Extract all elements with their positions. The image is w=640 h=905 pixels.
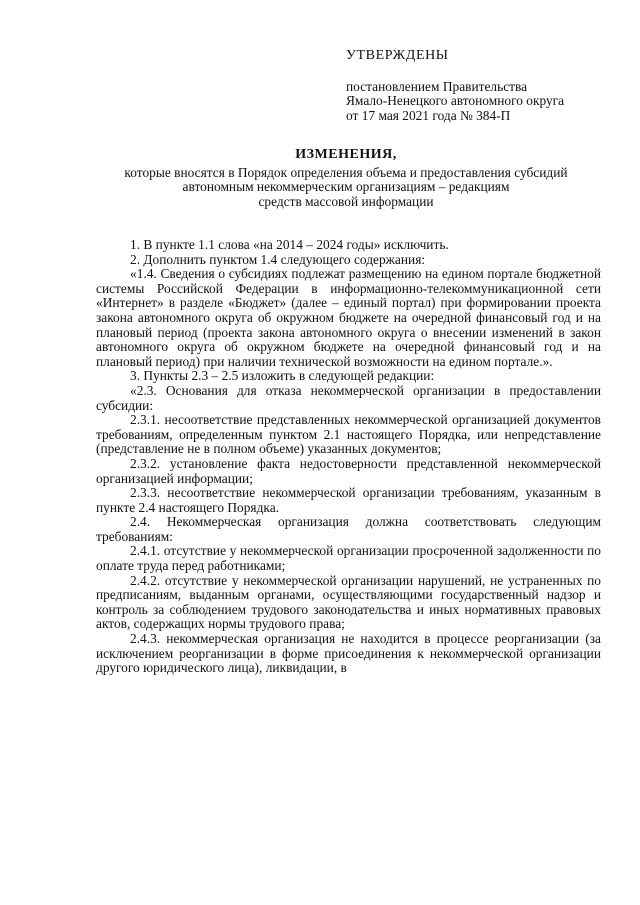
paragraph: 2.3.2. установление факта недостоверности представленной некоммерческой организацией информации; <box>96 455 601 486</box>
document-subtitle-line: средств массовой информации <box>258 193 434 209</box>
paragraph: 1. В пункте 1.1 слова «на 2014 – 2024 годы» исключить. <box>130 237 449 252</box>
document-subtitle-line: автономным некоммерческим организациям – редакциям <box>182 179 510 195</box>
approval-line: Ямало-Ненецкого автономного округа <box>346 93 565 109</box>
paragraph: 2.4.1. отсутствие у некоммерческой организации просроченной задолженности по оплате труда перед работниками; <box>96 543 601 574</box>
paragraph: 2. Дополнить пунктом 1.4 следующего содержания: <box>130 251 426 267</box>
approval-block <box>346 49 626 123</box>
paragraph: 2.4.3. некоммерческая организация не находится в процессе реорганизации (за исключением реорганизации в форме присоединения к некоммерческой организации другого юридического лица), ликвидации, в <box>96 631 601 676</box>
paragraph: 2.3.3. несоответствие некоммерческой организации требованиям, указанным в пункте 2.4 настоящего Порядка. <box>96 485 601 515</box>
paragraph: «2.3. Основания для отказа некоммерческой организации в предоставлении субсидии: <box>96 382 601 413</box>
paragraph: «1.4. Сведения о субсидиях подлежат размещению на едином портале бюджетной системы Российской Федерации в информационно-телекоммуникационной сети «Интернет» в разделе «Бюджет» (далее – единый портал) при формировании проекта закона автономного округа об окружном бюджете на очередной финансовый год и на плановый период (проекта закона автономного округа о внесении изменений в закон автономного округа об окружном бюджете на очередной финансовый год и на плановый период) при наличии технической возможности на едином портале.». <box>96 266 601 369</box>
approval-heading: УТВЕРЖДЕНЫ <box>346 48 449 63</box>
paragraph: 2.4.2. отсутствие у некоммерческой организации нарушений, не устраненных по предписаниям, выданным органами, осуществляющими государственный надзор и контроль за соблюдением трудового законодательства и иных нормативных правовых актов, содержащих нормы трудового права; <box>96 572 601 632</box>
document-title: ИЗМЕНЕНИЯ, <box>295 147 397 162</box>
paragraph: 2.3.1. несоответствие представленных некоммерческой организацией документов требованиям, определенным пунктом 2.1 настоящего Порядка, или непредставление (представление не в полном объеме) указанных документов; <box>96 412 601 457</box>
document-body <box>96 238 601 676</box>
document-title-block <box>96 148 596 209</box>
document-subtitle-line: которые вносятся в Порядок определения объема и предоставления субсидий <box>124 164 568 180</box>
paragraph: 2.4. Некоммерческая организация должна соответствовать следующим требованиям: <box>96 514 601 544</box>
approval-line: от 17 мая 2021 года № 384-П <box>346 107 511 123</box>
approval-line: постановлением Правительства <box>346 78 528 94</box>
paragraph: 3. Пункты 2.3 – 2.5 изложить в следующей редакции: <box>130 368 435 384</box>
